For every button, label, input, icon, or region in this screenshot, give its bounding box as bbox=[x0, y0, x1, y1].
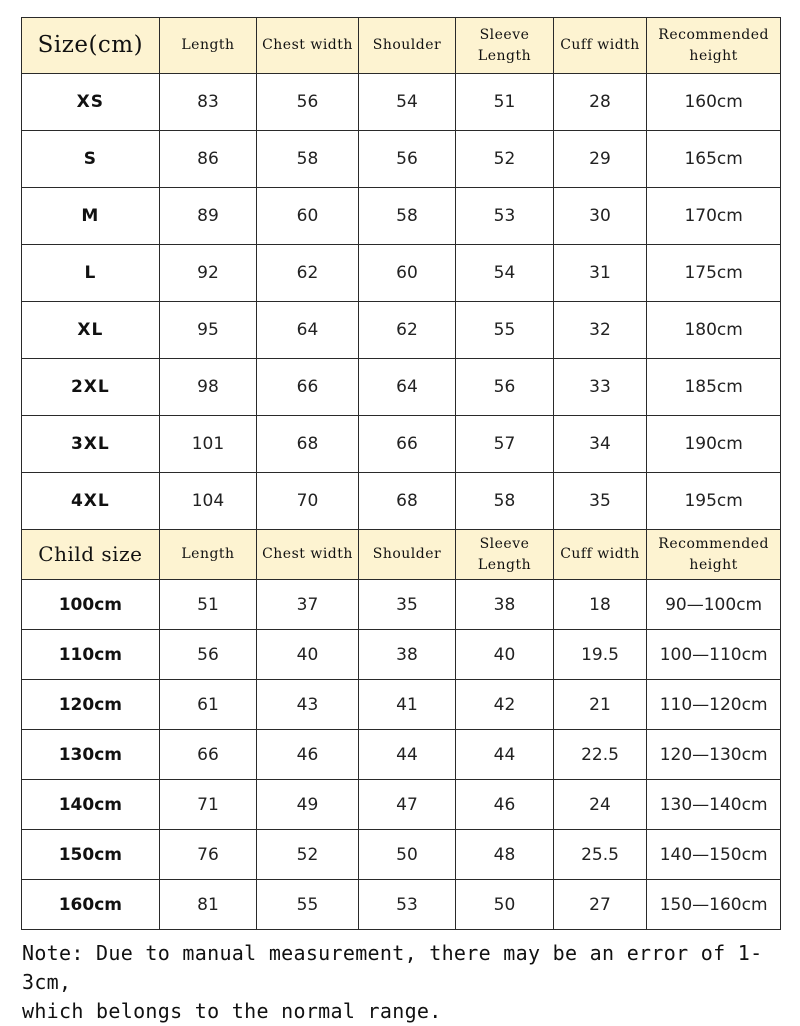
header-chest-width: Chest width bbox=[257, 18, 359, 74]
cell-recommended-height: 140—150cm bbox=[647, 830, 781, 880]
header-length: Length bbox=[159, 18, 257, 74]
cell-recommended-height: 190cm bbox=[647, 416, 781, 473]
cell-shoulder: 35 bbox=[358, 580, 456, 630]
header-size-cm: Size(cm) bbox=[22, 18, 160, 74]
cell-size: 120cm bbox=[22, 680, 160, 730]
cell-shoulder: 53 bbox=[358, 880, 456, 930]
cell-size: 130cm bbox=[22, 730, 160, 780]
cell-size: 110cm bbox=[22, 630, 160, 680]
cell-size: 140cm bbox=[22, 780, 160, 830]
cell-size: M bbox=[22, 188, 160, 245]
child-size-row bbox=[22, 880, 781, 930]
cell-chest-width: 55 bbox=[257, 880, 359, 930]
cell-chest-width: 66 bbox=[257, 359, 359, 416]
cell-sleeve-length: 40 bbox=[456, 630, 554, 680]
cell-chest-width: 46 bbox=[257, 730, 359, 780]
cell-size: 3XL bbox=[22, 416, 160, 473]
cell-length: 104 bbox=[159, 473, 257, 530]
cell-length: 81 bbox=[159, 880, 257, 930]
child-size-row bbox=[22, 580, 781, 630]
cell-size: S bbox=[22, 131, 160, 188]
header-sleeve-length: Sleeve Length bbox=[456, 18, 554, 74]
child-header-shoulder: Shoulder bbox=[358, 530, 456, 580]
cell-shoulder: 58 bbox=[358, 188, 456, 245]
child-header-size: Child size bbox=[22, 530, 160, 580]
cell-cuff-width: 25.5 bbox=[553, 830, 646, 880]
cell-size: 150cm bbox=[22, 830, 160, 880]
cell-length: 66 bbox=[159, 730, 257, 780]
cell-shoulder: 62 bbox=[358, 302, 456, 359]
cell-size: 100cm bbox=[22, 580, 160, 630]
cell-length: 92 bbox=[159, 245, 257, 302]
adult-header-row bbox=[22, 18, 781, 74]
cell-sleeve-length: 51 bbox=[456, 74, 554, 131]
cell-sleeve-length: 52 bbox=[456, 131, 554, 188]
child-header-recommended-height: Recommended height bbox=[647, 530, 781, 580]
cell-recommended-height: 130—140cm bbox=[647, 780, 781, 830]
cell-size: XL bbox=[22, 302, 160, 359]
note-line-2: which belongs to the normal range. bbox=[22, 999, 442, 1023]
cell-length: 61 bbox=[159, 680, 257, 730]
cell-shoulder: 68 bbox=[358, 473, 456, 530]
adult-size-row bbox=[22, 74, 781, 131]
header-cuff-width: Cuff width bbox=[553, 18, 646, 74]
cell-size: XS bbox=[22, 74, 160, 131]
cell-size: 4XL bbox=[22, 473, 160, 530]
cell-length: 89 bbox=[159, 188, 257, 245]
cell-recommended-height: 165cm bbox=[647, 131, 781, 188]
cell-sleeve-length: 42 bbox=[456, 680, 554, 730]
cell-recommended-height: 175cm bbox=[647, 245, 781, 302]
cell-shoulder: 47 bbox=[358, 780, 456, 830]
cell-sleeve-length: 55 bbox=[456, 302, 554, 359]
cell-length: 83 bbox=[159, 74, 257, 131]
cell-chest-width: 62 bbox=[257, 245, 359, 302]
cell-recommended-height: 150—160cm bbox=[647, 880, 781, 930]
cell-chest-width: 52 bbox=[257, 830, 359, 880]
header-recommended-height: Recommended height bbox=[647, 18, 781, 74]
child-header-sleeve-length: Sleeve Length bbox=[456, 530, 554, 580]
cell-sleeve-length: 54 bbox=[456, 245, 554, 302]
child-size-row bbox=[22, 730, 781, 780]
cell-cuff-width: 34 bbox=[553, 416, 646, 473]
cell-recommended-height: 180cm bbox=[647, 302, 781, 359]
cell-recommended-height: 170cm bbox=[647, 188, 781, 245]
child-header-row bbox=[22, 530, 781, 580]
cell-sleeve-length: 46 bbox=[456, 780, 554, 830]
cell-chest-width: 49 bbox=[257, 780, 359, 830]
cell-shoulder: 38 bbox=[358, 630, 456, 680]
child-size-row bbox=[22, 830, 781, 880]
cell-chest-width: 70 bbox=[257, 473, 359, 530]
cell-cuff-width: 35 bbox=[553, 473, 646, 530]
cell-chest-width: 56 bbox=[257, 74, 359, 131]
cell-shoulder: 41 bbox=[358, 680, 456, 730]
cell-chest-width: 60 bbox=[257, 188, 359, 245]
cell-size: 2XL bbox=[22, 359, 160, 416]
cell-recommended-height: 160cm bbox=[647, 74, 781, 131]
cell-cuff-width: 29 bbox=[553, 131, 646, 188]
cell-cuff-width: 28 bbox=[553, 74, 646, 131]
child-header-chest-width: Chest width bbox=[257, 530, 359, 580]
cell-shoulder: 44 bbox=[358, 730, 456, 780]
adult-size-row bbox=[22, 302, 781, 359]
child-size-row bbox=[22, 780, 781, 830]
cell-recommended-height: 90—100cm bbox=[647, 580, 781, 630]
cell-shoulder: 56 bbox=[358, 131, 456, 188]
cell-size: 160cm bbox=[22, 880, 160, 930]
cell-sleeve-length: 56 bbox=[456, 359, 554, 416]
cell-recommended-height: 195cm bbox=[647, 473, 781, 530]
cell-length: 86 bbox=[159, 131, 257, 188]
child-header-cuff-width: Cuff width bbox=[553, 530, 646, 580]
cell-shoulder: 60 bbox=[358, 245, 456, 302]
cell-cuff-width: 24 bbox=[553, 780, 646, 830]
cell-cuff-width: 27 bbox=[553, 880, 646, 930]
cell-shoulder: 50 bbox=[358, 830, 456, 880]
cell-chest-width: 43 bbox=[257, 680, 359, 730]
note-line-1: Note: Due to manual measurement, there may be an error of 1-3cm, bbox=[22, 941, 763, 994]
cell-recommended-height: 120—130cm bbox=[647, 730, 781, 780]
cell-sleeve-length: 48 bbox=[456, 830, 554, 880]
adult-size-row bbox=[22, 245, 781, 302]
cell-cuff-width: 30 bbox=[553, 188, 646, 245]
cell-cuff-width: 33 bbox=[553, 359, 646, 416]
cell-chest-width: 40 bbox=[257, 630, 359, 680]
cell-chest-width: 37 bbox=[257, 580, 359, 630]
size-chart-body bbox=[22, 18, 781, 930]
cell-length: 101 bbox=[159, 416, 257, 473]
child-size-row bbox=[22, 680, 781, 730]
cell-sleeve-length: 53 bbox=[456, 188, 554, 245]
cell-cuff-width: 31 bbox=[553, 245, 646, 302]
cell-chest-width: 68 bbox=[257, 416, 359, 473]
cell-length: 95 bbox=[159, 302, 257, 359]
cell-cuff-width: 19.5 bbox=[553, 630, 646, 680]
cell-cuff-width: 32 bbox=[553, 302, 646, 359]
adult-size-row bbox=[22, 359, 781, 416]
child-header-length: Length bbox=[159, 530, 257, 580]
adult-size-row bbox=[22, 188, 781, 245]
cell-recommended-height: 185cm bbox=[647, 359, 781, 416]
cell-sleeve-length: 50 bbox=[456, 880, 554, 930]
cell-sleeve-length: 44 bbox=[456, 730, 554, 780]
cell-cuff-width: 21 bbox=[553, 680, 646, 730]
cell-shoulder: 66 bbox=[358, 416, 456, 473]
child-size-row bbox=[22, 630, 781, 680]
cell-length: 76 bbox=[159, 830, 257, 880]
cell-chest-width: 58 bbox=[257, 131, 359, 188]
cell-recommended-height: 110—120cm bbox=[647, 680, 781, 730]
cell-length: 71 bbox=[159, 780, 257, 830]
cell-cuff-width: 22.5 bbox=[553, 730, 646, 780]
cell-recommended-height: 100—110cm bbox=[647, 630, 781, 680]
cell-cuff-width: 18 bbox=[553, 580, 646, 630]
measurement-note bbox=[22, 939, 792, 1026]
cell-size: L bbox=[22, 245, 160, 302]
cell-sleeve-length: 57 bbox=[456, 416, 554, 473]
size-chart-table bbox=[21, 17, 781, 930]
adult-size-row bbox=[22, 131, 781, 188]
cell-length: 56 bbox=[159, 630, 257, 680]
cell-length: 98 bbox=[159, 359, 257, 416]
adult-size-row bbox=[22, 416, 781, 473]
cell-chest-width: 64 bbox=[257, 302, 359, 359]
cell-shoulder: 64 bbox=[358, 359, 456, 416]
header-shoulder: Shoulder bbox=[358, 18, 456, 74]
adult-size-row bbox=[22, 473, 781, 530]
cell-sleeve-length: 58 bbox=[456, 473, 554, 530]
cell-length: 51 bbox=[159, 580, 257, 630]
cell-shoulder: 54 bbox=[358, 74, 456, 131]
cell-sleeve-length: 38 bbox=[456, 580, 554, 630]
